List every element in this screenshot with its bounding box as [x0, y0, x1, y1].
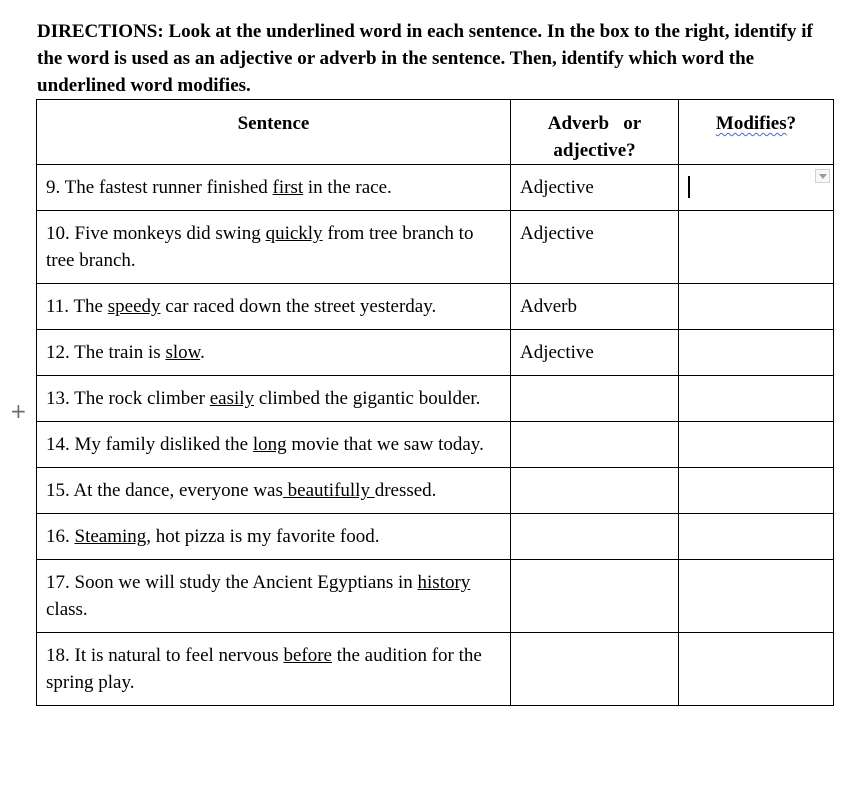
sentence-text-before: At the dance, everyone was	[69, 480, 283, 501]
modifies-answer-cell[interactable]	[679, 284, 834, 330]
sentence-text-after: .	[200, 342, 205, 363]
sentence-text-after: class.	[46, 572, 476, 620]
header-modifies	[679, 100, 834, 165]
sentence-text-after: movie that we saw today.	[286, 434, 484, 455]
sentence-text-after: from tree branch to tree branch.	[46, 223, 479, 271]
underlined-word: Steaming	[74, 526, 147, 547]
sentence-cell	[37, 330, 511, 376]
sentence-text-after: dressed.	[374, 480, 437, 501]
table-row	[37, 560, 834, 633]
sentence-text-before: It is natural to feel nervous	[69, 645, 284, 666]
table-row	[37, 468, 834, 514]
sentence-cell	[37, 514, 511, 560]
sentence-number: 11.	[46, 296, 70, 317]
type-answer-cell[interactable]: Adverb	[511, 284, 679, 330]
underlined-word: before	[283, 645, 332, 666]
sentence-text-after: in the race.	[303, 177, 392, 198]
underlined-word: slow	[165, 342, 201, 363]
modifies-answer-cell[interactable]	[679, 468, 834, 514]
modifies-answer-cell[interactable]	[679, 165, 834, 211]
sentence-text-before: My family disliked the	[69, 434, 253, 455]
sentence-cell	[37, 468, 511, 514]
type-answer-cell[interactable]	[511, 560, 679, 633]
table-row	[37, 422, 834, 468]
underlined-word: quickly	[265, 223, 323, 244]
sentence-number: 16.	[46, 526, 70, 547]
table-row	[37, 633, 834, 706]
sentence-text-before: The rock climber	[69, 388, 210, 409]
directions-text: DIRECTIONS: Look at the underlined word in each sentence. In the box to the right, identify if the word is used as an adjective or adverb in the sentence. Then, identify which word the underlined word modifies.	[37, 21, 813, 96]
table-row	[37, 514, 834, 560]
chevron-down-icon[interactable]	[815, 169, 830, 183]
sentence-text-after: the audition for the spring play.	[46, 645, 487, 693]
underlined-word: beautifully	[282, 480, 375, 501]
sentence-text-before: The train is	[69, 342, 166, 363]
sentence-text-after: climbed the gigantic boulder.	[254, 388, 481, 409]
underlined-word: speedy	[107, 296, 161, 317]
worksheet-table	[36, 99, 834, 706]
sentence-cell	[37, 633, 511, 706]
modifies-answer-cell[interactable]	[679, 633, 834, 706]
type-answer-cell[interactable]	[511, 468, 679, 514]
sentence-number: 12.	[46, 342, 70, 363]
sentence-number: 10.	[46, 223, 70, 244]
type-answer-cell[interactable]: Adjective	[511, 211, 679, 284]
header-modifies-qmark: ?	[786, 113, 797, 134]
sentence-text-after: , hot pizza is my favorite food.	[146, 526, 380, 547]
header-type-line2: adjective?	[553, 140, 636, 161]
text-cursor	[688, 176, 690, 198]
plus-icon[interactable]: +	[10, 399, 27, 423]
sentence-number: 14.	[46, 434, 70, 455]
modifies-answer-cell[interactable]	[679, 560, 834, 633]
sentence-number: 17.	[46, 572, 70, 593]
sentence-number: 13.	[46, 388, 70, 409]
header-row	[37, 100, 834, 165]
sentence-text-before: The	[69, 296, 108, 317]
underlined-word: first	[272, 177, 304, 198]
underlined-word: history	[417, 572, 471, 593]
sentence-cell	[37, 211, 511, 284]
type-answer-cell[interactable]	[511, 422, 679, 468]
type-answer-cell[interactable]	[511, 514, 679, 560]
underlined-word: easily	[209, 388, 255, 409]
table-row	[37, 376, 834, 422]
type-answer-cell[interactable]	[511, 376, 679, 422]
table-row	[37, 211, 834, 284]
table-row	[37, 284, 834, 330]
sentence-text-before: Soon we will study the Ancient Egyptians in	[69, 572, 418, 593]
sentence-text-before: Five monkeys did swing	[69, 223, 266, 244]
sentence-number: 18.	[46, 645, 70, 666]
type-answer-cell[interactable]: Adjective	[511, 165, 679, 211]
header-modifies-word: Modifies	[715, 113, 787, 134]
sentence-cell	[37, 376, 511, 422]
modifies-answer-cell[interactable]	[679, 514, 834, 560]
table-row	[37, 165, 834, 211]
type-answer-cell[interactable]	[511, 633, 679, 706]
table-row	[37, 330, 834, 376]
sentence-cell	[37, 165, 511, 211]
sentence-cell	[37, 422, 511, 468]
header-type-line1: Adverb or	[547, 113, 642, 134]
modifies-answer-cell[interactable]	[679, 211, 834, 284]
underlined-word: long	[252, 434, 287, 455]
modifies-answer-cell[interactable]	[679, 422, 834, 468]
sentence-cell	[37, 560, 511, 633]
sentence-cell	[37, 284, 511, 330]
sentence-text-after: car raced down the street yesterday.	[160, 296, 437, 317]
modifies-answer-cell[interactable]	[679, 376, 834, 422]
sentence-number: 15.	[46, 480, 70, 501]
type-answer-cell[interactable]: Adjective	[511, 330, 679, 376]
modifies-answer-cell[interactable]	[679, 330, 834, 376]
header-sentence: Sentence	[37, 100, 511, 165]
header-adverb-or-adjective	[511, 100, 679, 165]
sentence-number: 9.	[46, 177, 61, 198]
sentence-text-before: The fastest runner finished	[60, 177, 273, 198]
